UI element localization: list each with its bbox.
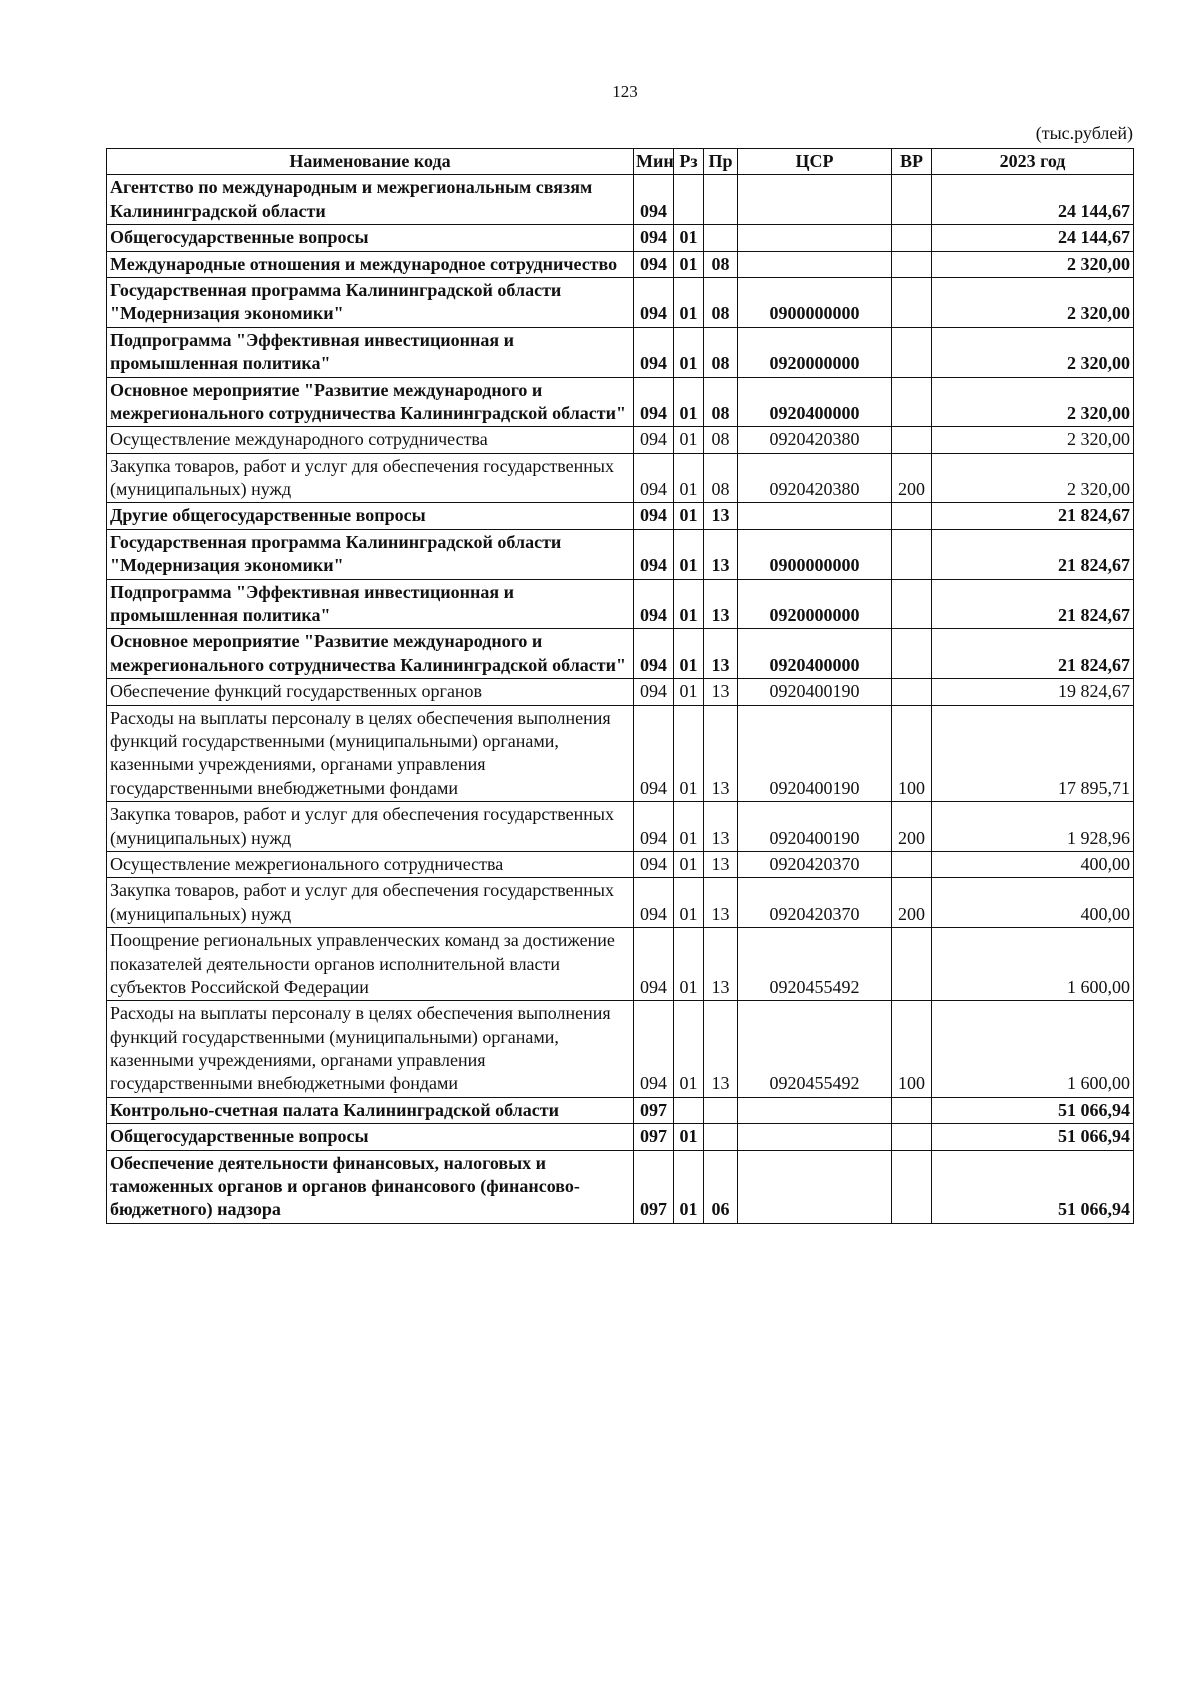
row-csr: 0920400000 <box>738 377 892 427</box>
row-amount: 21 824,67 <box>932 503 1134 529</box>
row-rz: 01 <box>674 277 704 327</box>
row-vr <box>892 629 932 679</box>
row-rz: 01 <box>674 1001 704 1098</box>
row-min: 094 <box>634 327 674 377</box>
row-name: Расходы на выплаты персоналу в целях обеспечения выполнения функций государственными (муниципальными) органами, казенными учреждениями, органами управления государственными внебюджетными фондами <box>107 1001 634 1098</box>
table-row <box>107 1001 1134 1098</box>
row-min: 094 <box>634 1001 674 1098</box>
row-rz: 01 <box>674 705 704 802</box>
row-amount: 1 928,96 <box>932 802 1134 852</box>
table-row <box>107 679 1134 705</box>
row-vr <box>892 277 932 327</box>
header-rz: Рз <box>674 149 704 175</box>
row-csr: 0920455492 <box>738 928 892 1001</box>
row-pr: 13 <box>704 1001 738 1098</box>
table-row <box>107 529 1134 579</box>
row-amount: 21 824,67 <box>932 579 1134 629</box>
row-min: 094 <box>634 377 674 427</box>
row-min: 094 <box>634 453 674 503</box>
row-name: Осуществление международного сотрудничества <box>107 427 634 453</box>
row-csr: 0900000000 <box>738 529 892 579</box>
row-rz: 01 <box>674 225 704 251</box>
table-row <box>107 851 1134 877</box>
row-vr <box>892 529 932 579</box>
row-amount: 21 824,67 <box>932 529 1134 579</box>
row-min: 094 <box>634 679 674 705</box>
row-amount: 400,00 <box>932 851 1134 877</box>
row-name: Обеспечение деятельности финансовых, налоговых и таможенных органов и органов финансового (финансово-бюджетного) надзора <box>107 1150 634 1223</box>
row-amount: 51 066,94 <box>932 1124 1134 1150</box>
row-csr <box>738 1124 892 1150</box>
row-amount: 21 824,67 <box>932 629 1134 679</box>
row-vr <box>892 377 932 427</box>
row-vr <box>892 1150 932 1223</box>
table-row <box>107 878 1134 928</box>
row-csr <box>738 1150 892 1223</box>
row-min: 094 <box>634 529 674 579</box>
row-amount: 24 144,67 <box>932 175 1134 225</box>
row-min: 094 <box>634 851 674 877</box>
table-row <box>107 427 1134 453</box>
row-vr <box>892 175 932 225</box>
row-rz: 01 <box>674 377 704 427</box>
row-rz: 01 <box>674 529 704 579</box>
row-csr <box>738 251 892 277</box>
row-amount: 17 895,71 <box>932 705 1134 802</box>
row-pr: 13 <box>704 579 738 629</box>
row-rz: 01 <box>674 427 704 453</box>
header-amount: 2023 год <box>932 149 1134 175</box>
row-csr: 0900000000 <box>738 277 892 327</box>
row-vr <box>892 928 932 1001</box>
row-amount: 2 320,00 <box>932 453 1134 503</box>
row-vr: 200 <box>892 802 932 852</box>
row-csr: 0920420380 <box>738 453 892 503</box>
row-rz <box>674 1097 704 1123</box>
row-min: 097 <box>634 1150 674 1223</box>
budget-table <box>106 148 1134 1224</box>
row-min: 097 <box>634 1097 674 1123</box>
row-rz: 01 <box>674 629 704 679</box>
row-min: 094 <box>634 878 674 928</box>
row-min: 094 <box>634 928 674 1001</box>
table-row <box>107 503 1134 529</box>
row-pr: 13 <box>704 529 738 579</box>
row-pr <box>704 1097 738 1123</box>
table-row <box>107 251 1134 277</box>
row-name: Общегосударственные вопросы <box>107 1124 634 1150</box>
row-name: Общегосударственные вопросы <box>107 225 634 251</box>
row-csr <box>738 1097 892 1123</box>
header-name: Наименование кода <box>107 149 634 175</box>
row-name: Государственная программа Калининградской области "Модернизация экономики" <box>107 529 634 579</box>
row-min: 094 <box>634 579 674 629</box>
row-pr: 13 <box>704 928 738 1001</box>
table-row <box>107 277 1134 327</box>
row-csr: 0920400190 <box>738 705 892 802</box>
row-pr: 13 <box>704 705 738 802</box>
row-amount: 2 320,00 <box>932 377 1134 427</box>
header-min: Мин <box>634 149 674 175</box>
row-pr: 13 <box>704 851 738 877</box>
row-vr <box>892 679 932 705</box>
row-amount: 51 066,94 <box>932 1150 1134 1223</box>
row-amount: 2 320,00 <box>932 277 1134 327</box>
row-name: Основное мероприятие "Развитие международного и межрегионального сотрудничества Калининградской области" <box>107 377 634 427</box>
row-vr <box>892 1097 932 1123</box>
row-amount: 1 600,00 <box>932 1001 1134 1098</box>
row-pr: 06 <box>704 1150 738 1223</box>
row-amount: 2 320,00 <box>932 327 1134 377</box>
row-csr <box>738 225 892 251</box>
row-rz: 01 <box>674 453 704 503</box>
row-pr: 08 <box>704 327 738 377</box>
table-row <box>107 1150 1134 1223</box>
row-rz: 01 <box>674 579 704 629</box>
row-name: Расходы на выплаты персоналу в целях обеспечения выполнения функций государственными (муниципальными) органами, казенными учреждениями, органами управления государственными внебюджетными фондами <box>107 705 634 802</box>
row-pr: 13 <box>704 802 738 852</box>
row-csr <box>738 175 892 225</box>
row-amount: 19 824,67 <box>932 679 1134 705</box>
table-row <box>107 225 1134 251</box>
row-min: 094 <box>634 251 674 277</box>
row-name: Закупка товаров, работ и услуг для обеспечения государственных (муниципальных) нужд <box>107 878 634 928</box>
row-vr <box>892 427 932 453</box>
row-pr: 08 <box>704 377 738 427</box>
row-min: 094 <box>634 802 674 852</box>
row-amount: 1 600,00 <box>932 928 1134 1001</box>
row-min: 097 <box>634 1124 674 1150</box>
row-csr: 0920420370 <box>738 851 892 877</box>
row-vr <box>892 579 932 629</box>
row-pr: 13 <box>704 878 738 928</box>
table-row <box>107 802 1134 852</box>
header-pr: Пр <box>704 149 738 175</box>
table-row <box>107 1124 1134 1150</box>
header-vr: ВР <box>892 149 932 175</box>
row-amount: 2 320,00 <box>932 427 1134 453</box>
row-name: Основное мероприятие "Развитие международного и межрегионального сотрудничества Калининградской области" <box>107 629 634 679</box>
row-vr: 100 <box>892 1001 932 1098</box>
row-vr <box>892 503 932 529</box>
row-pr: 13 <box>704 679 738 705</box>
row-pr <box>704 175 738 225</box>
row-rz <box>674 175 704 225</box>
row-vr <box>892 851 932 877</box>
row-min: 094 <box>634 175 674 225</box>
row-name: Государственная программа Калининградской области "Модернизация экономики" <box>107 277 634 327</box>
row-rz: 01 <box>674 878 704 928</box>
row-name: Другие общегосударственные вопросы <box>107 503 634 529</box>
row-name: Осуществление межрегионального сотрудничества <box>107 851 634 877</box>
row-name: Поощрение региональных управленческих команд за достижение показателей деятельности органов исполнительной власти субъектов Российской Федерации <box>107 928 634 1001</box>
row-rz: 01 <box>674 251 704 277</box>
row-rz: 01 <box>674 1124 704 1150</box>
row-csr: 0920420370 <box>738 878 892 928</box>
table-header-row <box>107 149 1134 175</box>
page-number: 123 <box>612 82 638 101</box>
row-pr: 13 <box>704 629 738 679</box>
row-amount: 2 320,00 <box>932 251 1134 277</box>
row-pr: 08 <box>704 277 738 327</box>
row-min: 094 <box>634 705 674 802</box>
row-csr: 0920400000 <box>738 629 892 679</box>
row-name: Закупка товаров, работ и услуг для обеспечения государственных (муниципальных) нужд <box>107 453 634 503</box>
row-pr: 08 <box>704 453 738 503</box>
table-row <box>107 1097 1134 1123</box>
row-vr: 200 <box>892 453 932 503</box>
row-rz: 01 <box>674 1150 704 1223</box>
units-note: (тыс.рублей) <box>1035 123 1133 143</box>
table-row <box>107 327 1134 377</box>
row-csr: 0920000000 <box>738 327 892 377</box>
row-min: 094 <box>634 277 674 327</box>
row-name: Международные отношения и международное сотрудничество <box>107 251 634 277</box>
header-csr: ЦСР <box>738 149 892 175</box>
row-amount: 400,00 <box>932 878 1134 928</box>
row-pr: 13 <box>704 503 738 529</box>
row-pr <box>704 225 738 251</box>
row-csr: 0920455492 <box>738 1001 892 1098</box>
row-min: 094 <box>634 503 674 529</box>
row-vr <box>892 1124 932 1150</box>
row-rz: 01 <box>674 802 704 852</box>
row-pr <box>704 1124 738 1150</box>
row-name: Закупка товаров, работ и услуг для обеспечения государственных (муниципальных) нужд <box>107 802 634 852</box>
row-name: Контрольно-счетная палата Калининградской области <box>107 1097 634 1123</box>
row-pr: 08 <box>704 251 738 277</box>
row-vr <box>892 327 932 377</box>
row-rz: 01 <box>674 679 704 705</box>
row-csr: 0920400190 <box>738 802 892 852</box>
row-csr: 0920000000 <box>738 579 892 629</box>
row-rz: 01 <box>674 928 704 1001</box>
row-rz: 01 <box>674 327 704 377</box>
row-amount: 51 066,94 <box>932 1097 1134 1123</box>
row-csr <box>738 503 892 529</box>
row-amount: 24 144,67 <box>932 225 1134 251</box>
row-vr: 200 <box>892 878 932 928</box>
row-min: 094 <box>634 225 674 251</box>
table-row <box>107 453 1134 503</box>
row-name: Подпрограмма "Эффективная инвестиционная и промышленная политика" <box>107 327 634 377</box>
row-vr <box>892 225 932 251</box>
table-row <box>107 705 1134 802</box>
table-body <box>107 175 1134 1223</box>
table-row <box>107 928 1134 1001</box>
row-name: Подпрограмма "Эффективная инвестиционная и промышленная политика" <box>107 579 634 629</box>
table-row <box>107 629 1134 679</box>
row-rz: 01 <box>674 503 704 529</box>
row-rz: 01 <box>674 851 704 877</box>
table-row <box>107 175 1134 225</box>
row-vr: 100 <box>892 705 932 802</box>
row-name: Агентство по международным и межрегиональным связям Калининградской области <box>107 175 634 225</box>
row-vr <box>892 251 932 277</box>
row-pr: 08 <box>704 427 738 453</box>
row-name: Обеспечение функций государственных органов <box>107 679 634 705</box>
table-row <box>107 377 1134 427</box>
row-csr: 0920420380 <box>738 427 892 453</box>
table-row <box>107 579 1134 629</box>
row-csr: 0920400190 <box>738 679 892 705</box>
row-min: 094 <box>634 629 674 679</box>
row-min: 094 <box>634 427 674 453</box>
